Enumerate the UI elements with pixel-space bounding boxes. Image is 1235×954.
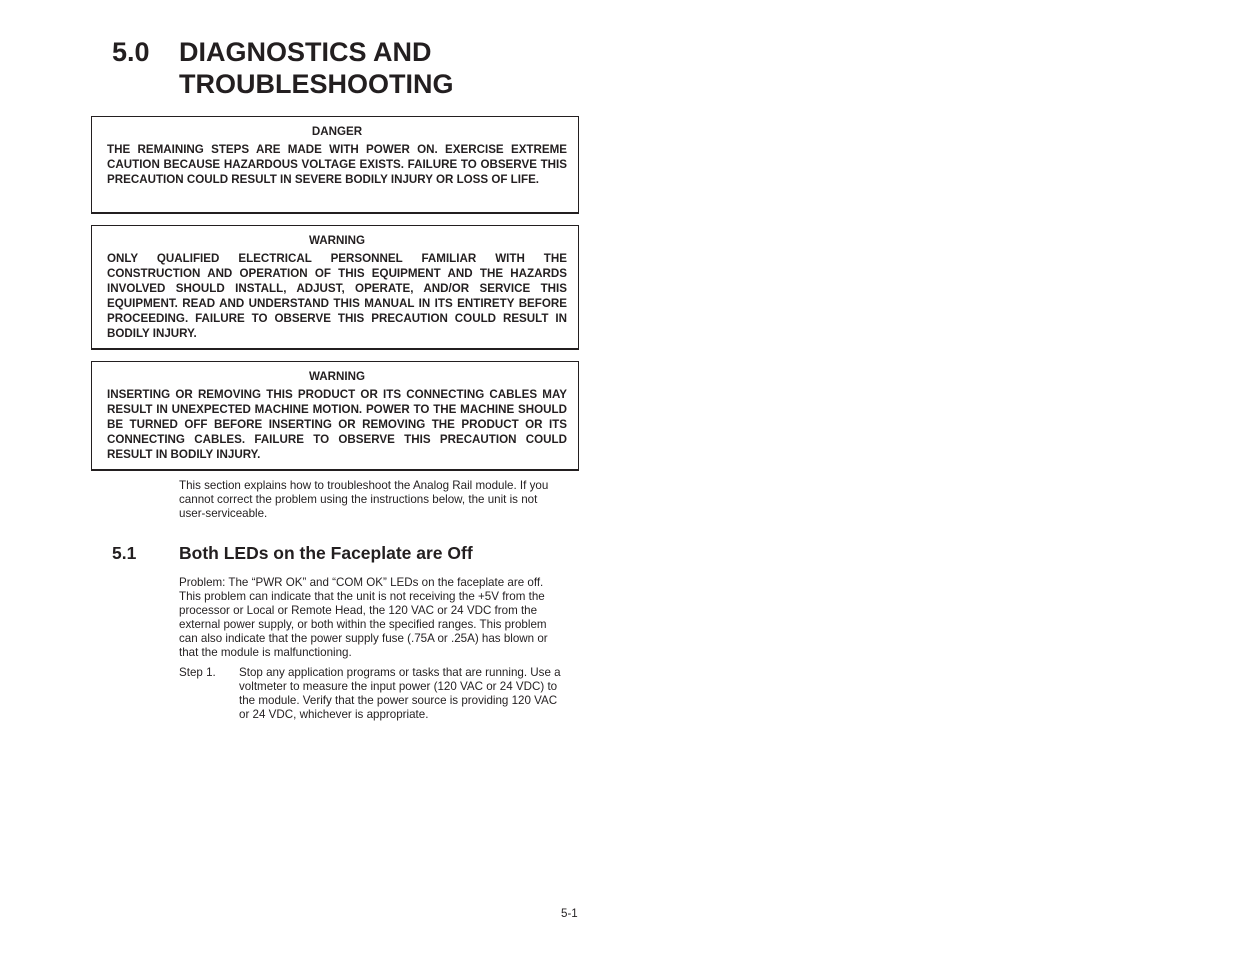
chapter-number: 5.0	[112, 37, 150, 67]
warning-text: INSERTING OR REMOVING THIS PRODUCT OR ITS CONNECTING CABLES MAY RESULT IN UNEXPECTED MACHINE MOTION. POWER TO THE MACHINE SHOULD BE TURNED OFF BEFORE INSERTING OR REMOVING THE PRODUCT OR ITS CONNECTING CABLES. FAILURE TO OBSERVE THIS PRECAUTION COULD RESULT IN BODILY INJURY.	[107, 388, 567, 461]
warning-notice-machine-motion	[91, 361, 579, 471]
page-number: 5-1	[561, 907, 578, 920]
intro-paragraph: This section explains how to troubleshoot the Analog Rail module. If you cannot correct the problem using the instructions below, the unit is not user-serviceable.	[179, 479, 549, 520]
danger-notice	[91, 116, 579, 214]
danger-heading: DANGER	[311, 125, 363, 138]
step-text: Stop any application programs or tasks that are running. Use a voltmeter to measure the input power (120 VAC or 24 VDC) to the module. Verify that the power source is providing 120 VAC or 24 VDC, whichever is appropriate.	[239, 666, 561, 721]
chapter-title: DIAGNOSTICS AND TROUBLESHOOTING	[179, 37, 454, 99]
danger-text: THE REMAINING STEPS ARE MADE WITH POWER ON. EXERCISE EXTREME CAUTION BECAUSE HAZARDOUS VOLTAGE EXISTS. FAILURE TO OBSERVE THIS PRECAUTION COULD RESULT IN SEVERE BODILY INJURY OR LOSS OF LIFE.	[107, 143, 567, 186]
warning-text: ONLY QUALIFIED ELECTRICAL PERSONNEL FAMILIAR WITH THE CONSTRUCTION AND OPERATION OF THIS EQUIPMENT AND THE HAZARDS INVOLVED SHOULD INSTALL, ADJUST, OPERATE, AND/OR SERVICE THIS EQUIPMENT. READ AND UNDERSTAND THIS MANUAL IN ITS ENTIRETY BEFORE PROCEEDING. FAILURE TO OBSERVE THIS PRECAUTION COULD RESULT IN BODILY INJURY.	[107, 252, 567, 340]
problem-paragraph: Problem: The “PWR OK” and “COM OK” LEDs on the faceplate are off. This problem can indicate that the unit is not receiving the +5V from the processor or Local or Remote Head, the 120 VAC or 24 VDC from the external power supply, or both within the specified ranges. This problem can also indicate that the power supply fuse (.75A or .25A) has blown or that the module is malfunctioning.	[179, 576, 548, 659]
section-number: 5.1	[112, 543, 137, 563]
warning-heading: WARNING	[308, 370, 366, 383]
step-label: Step 1.	[179, 666, 216, 679]
section-title: Both LEDs on the Faceplate are Off	[179, 543, 473, 563]
warning-heading: WARNING	[308, 234, 366, 247]
warning-notice-qualified-personnel	[91, 225, 579, 350]
